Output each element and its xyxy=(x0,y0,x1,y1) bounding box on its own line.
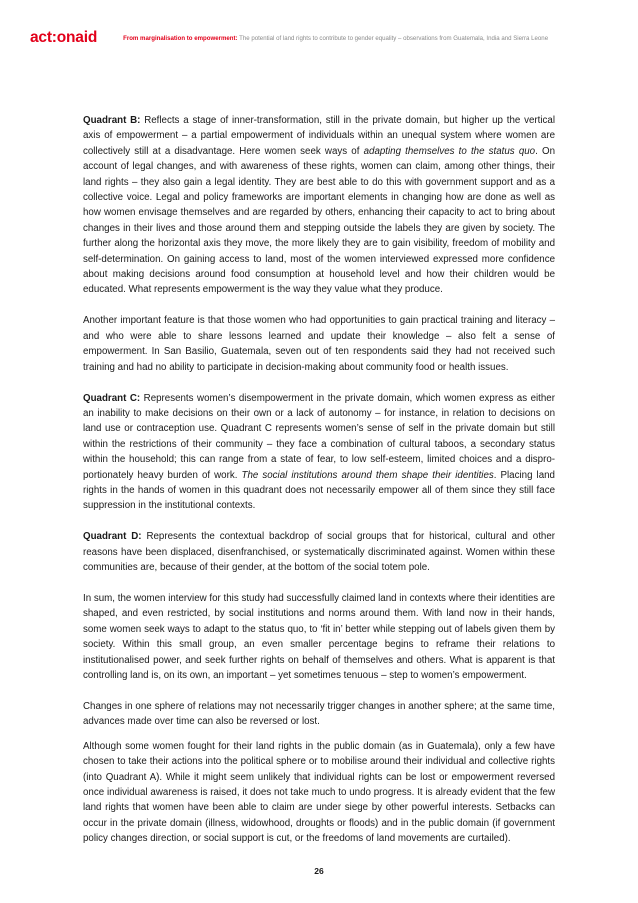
paragraph-text: Represents women’s disempowerment in the private domain, which women express as either an inability to make decisions on their own or a lack of autonomy – for instance, in relation to decisions on land use or contraception use. Quadrant C represents women’s sense of self in the private domain but still within the restrictions of their community – they face a combination of cultural taboos, a secondary status within the household; this can range from a state of fear, to low self-esteem, limited choices and a disproportionately heavy burden of work. xyxy=(83,392,555,481)
paragraph-text: Changes in one sphere of relations may not necessarily trigger changes in another sphere; at the same time, advances made over time can also be reversed or lost. xyxy=(83,700,555,728)
paragraph-text: In sum, the women interview for this study had successfully claimed land in contexts where their identities are shaped, and even restricted, by social institutions and norms around them. With land now in their hands, some women seek ways to adapt to the status quo, to ‘fit in’ better while stepping out of labels given them by society. Within this small group, an even smaller percentage begins to reframe their relations to institutionalised power, and seek further rights on behalf of themselves and others. What is apparent is that controlling land is, on its own, an important – yet sometimes tenuous – step to women’s empowerment. xyxy=(83,592,555,681)
paragraph-text: . On account of legal changes, and with awareness of these rights, women can claim, among other things, their land rights – they also gain a legal identity. They are best able to do this with government support and as a collective voice. Legal and policy frameworks are important elements in changing how are done as well as how women envisage themselves and are regarded by others, enhancing their capacity to act to bring about changes in their lives and those around them and stepping outside the labels they are given by society. The further along the horizontal axis they move, the more likely they are to gain visibility, freedom of mobility and self-determination. On gaining access to land, most of the women interviewed expressed more confidence about making decisions around food consumption at household level and how their children would be educated. What represents empowerment is the way they value what they produce. xyxy=(83,145,555,296)
emphasis-text: adapting themselves to the status quo xyxy=(363,145,536,157)
paragraph-text: . Placing land rights in the hands of women in this quadrant does not necessarily empower all of them since they still face suppression in the institutional contexts. xyxy=(83,469,555,512)
page-header xyxy=(30,30,616,46)
running-title-rest: The potential of land rights to contribute to gender equality – observations from Guatemala, India and Sierra Leone xyxy=(237,34,549,42)
paragraph xyxy=(83,113,555,298)
actionaid-logo: act:onaid xyxy=(30,29,98,47)
paragraph xyxy=(83,699,555,730)
body-text xyxy=(83,113,555,862)
quadrant-label: Quadrant D: xyxy=(83,531,142,543)
paragraph-text: Reflects a stage of inner-transformation, still in the private domain, but higher up the vertical axis of empowerment – a partial empowerment of individuals within an unequal system where women are collectively still at a disadvantage. Here women seek ways of xyxy=(83,115,555,157)
quadrant-label: Quadrant B: xyxy=(83,115,141,126)
paragraph xyxy=(83,591,555,683)
page-number: 26 xyxy=(314,866,324,876)
paragraph xyxy=(83,529,555,575)
paragraph-text: Represents the contextual backdrop of social groups that for historical, cultural and other reasons have been displaced, disenfranchised, or systematically discriminated against. Women within these communities are, because of their gender, at the bottom of the social totem pole. xyxy=(83,531,555,574)
running-title-bold: From marginalisation to empowerment: xyxy=(123,34,238,42)
paragraph xyxy=(83,739,555,847)
emphasis-text: The social institutions around them shape their identities xyxy=(241,469,494,481)
paragraph-text: Although some women fought for their land rights in the public domain (as in Guatemala), only a few have chosen to take their actions into the political sphere or to mobilise around their individual and collective rights (into Quadrant A). While it might seem unlikely that individual rights can be lost or empowerment reversed once individual awareness is raised, it does not take much to undo progress. It is already evident that the few land rights that women have been able to claim are under siege by other powerful interests. Setbacks can occur in the private domain (illness, widowhood, droughts or floods) and in the public domain (if government policy changes direction, or social support is cut, or the freedoms of land movements are curtailed). xyxy=(83,740,555,845)
paragraph xyxy=(83,391,555,514)
paragraph xyxy=(83,313,555,375)
quadrant-label: Quadrant C: xyxy=(83,392,141,404)
running-title xyxy=(123,35,548,42)
paragraph-text: Another important feature is that those women who had opportunities to gain practical training and literacy – and who were able to share lessons learned and update their knowledge – also felt a sense of empowerment. In San Basilio, Guatemala, seven out of ten respondents said they had not received such training and had no ability to participate in decision-making about community food or health issues. xyxy=(83,315,555,373)
